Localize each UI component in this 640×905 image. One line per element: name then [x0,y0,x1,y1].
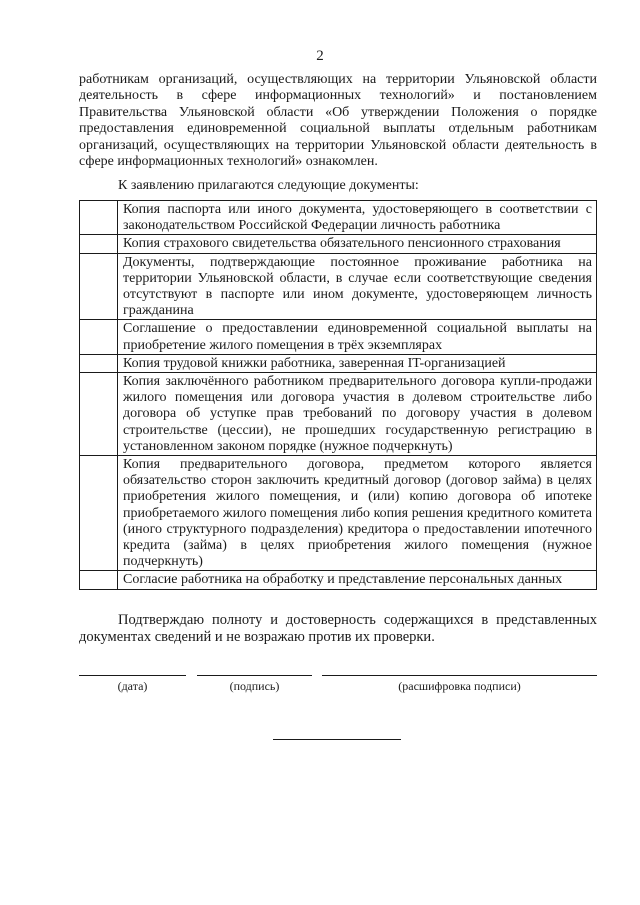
document-row [80,456,597,571]
document-checkbox-cell [80,571,118,589]
document-description: Копия заключённого работником предварительного договора купли-продажи жилого помещения или договора участия в долевом строительстве либо договора об уступке прав требований по договору участия в долевом строительстве (цессии), не прошедших государственную регистрацию в установленном законом порядке (нужное подчеркнуть) [118,373,597,456]
document-description: Копия предварительного договора, предметом которого является обязательство сторон заключить кредитный договор (договор займа) в целях приобретения жилого помещения, и (или) копию договора об ипотеке приобретаемого жилого помещения либо копия решения кредитного комитета (иного структурного подразделения) кредитора о предоставлении ипотечного кредита (займа) в целях приобретения жилого помещения (нужное подчеркнуть) [118,456,597,571]
confirmation-paragraph: Подтверждаю полноту и достоверность содержащихся в представленных документах сведений и не возражаю против их проверки. [79,612,597,645]
document-row [80,253,597,320]
closing-line [273,739,401,740]
document-checkbox-cell [80,201,118,235]
signature-caption: (подпись) [229,679,280,693]
document-description: Согласие работника на обработку и представление персональных данных [118,571,597,589]
document-checkbox-cell [80,354,118,372]
page-number: 2 [316,48,324,64]
document-row [80,320,597,354]
document-description: Документы, подтверждающие постоянное проживание работника на территории Ульяновской области, в случае если соответствующие сведения отсутствуют в паспорте или ином документе, удостоверяющем личность гражданина [118,253,597,320]
document-row [80,201,597,235]
document-checkbox-cell [80,373,118,456]
document-description: Копия страхового свидетельства обязательного пенсионного страхования [118,235,597,253]
document-description: Копия трудовой книжки работника, заверенная IT-организацией [118,354,597,372]
intro-paragraph: работникам организаций, осуществляющих на территории Ульяновской области деятельность в сфере информационных технологий» и постановлением Правительства Ульяновской области «Об утверждении Положения о порядке предоставления единовременной социальной выплаты отдельным работникам организаций, осуществляющих на территории Ульяновской области деятельность в сфере информационных технологий» ознакомлен. [79,72,597,170]
document-checkbox-cell [80,456,118,571]
signature-transcript-caption: (расшифровка подписи) [398,679,521,693]
date-line [79,675,186,676]
document-row [80,571,597,589]
documents-table [79,200,597,590]
signature-transcript-line [322,675,597,676]
document-checkbox-cell [80,320,118,354]
signature-line [197,675,312,676]
attachments-heading: К заявлению прилагаются следующие документы: [118,178,419,193]
document-description: Копия паспорта или иного документа, удостоверяющего в соответствии с законодательством Российской Федерации личность работника [118,201,597,235]
date-caption: (дата) [117,679,148,693]
document-row [80,373,597,456]
document-row [80,354,597,372]
document-checkbox-cell [80,253,118,320]
document-checkbox-cell [80,235,118,253]
document-row [80,235,597,253]
document-description: Соглашение о предоставлении единовременной социальной выплаты на приобретение жилого помещения в трёх экземплярах [118,320,597,354]
